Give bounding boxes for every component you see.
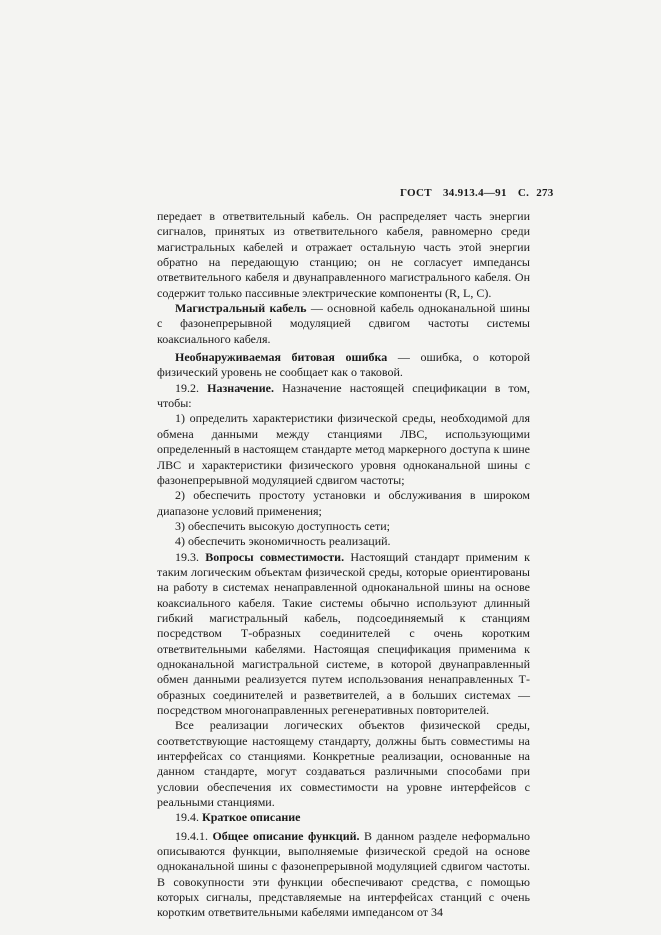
section-number: 19.3. xyxy=(175,549,199,564)
section-text: Назначение настоящей спецификации в том, чтобы: xyxy=(157,380,530,411)
section-text: В данном разделе неформально описываются функции, выполняемые физической средой на основе одноканальной шины с фазонепрерывной модуляцией сдвигом частоты. В совокупности эти функции обеспечивают средства, с помощью которых сигналы, представляемые на интерфейсах станций с очень коротким ответвительными кабелями импедансом от 34 xyxy=(157,828,530,920)
definition-trunk-cable xyxy=(157,301,530,347)
section-19-4 xyxy=(157,810,530,825)
definition-text: — ошибка, о которой физический уровень не сообщает как о таковой. xyxy=(157,350,531,380)
section-title: Краткое описание xyxy=(202,810,301,825)
list-item-4: 4) обеспечить экономичность реализаций. xyxy=(175,534,391,549)
section-number: 19.2. xyxy=(175,380,199,395)
page-label: С. xyxy=(517,187,530,199)
section-19-2 xyxy=(157,381,530,412)
body-text xyxy=(157,209,530,921)
standard-label: ГОСТ xyxy=(400,187,432,199)
page-number: 273 xyxy=(536,187,554,199)
section-number: 19.4. xyxy=(175,810,199,825)
section-title: Общее описание функций. xyxy=(212,828,360,843)
section-title: Вопросы совместимости. xyxy=(205,549,345,564)
paragraph-compatibility: Все реализации логических объектов физической среды, соответствующие настоящему стандарту, должны быть совместимы на интерфейсах со станциями. Конкретные реализации, основанные на данном стандарте, могут создаваться различными способами при условии обеспечения их совместимости на уровне интерфейсов с реальными станциями. xyxy=(157,718,530,810)
section-19-3 xyxy=(157,550,530,719)
section-title: Назначение. xyxy=(207,380,274,395)
definition-text: — основной кабель одноканальной шины с фазонепрерывной модуляцией сдвигом частоты системы коаксиального кабеля. xyxy=(157,301,530,346)
page-header xyxy=(400,187,562,199)
term-undetected-bit-error: Необнаруживаемая битовая ошибка xyxy=(175,350,388,365)
definition-undetected-bit-error xyxy=(157,350,530,381)
section-text: Настоящий стандарт применим к таким логическим объектам физической среды, которые ориентированы на работу в системах ненаправленной одноканальной шины на основе коаксиального кабеля. Такие системы обычно используют длинный гибкий магистральный кабель, подсоединяемый к станциям посредством Т-образных соединителей с очень коротким ответвительными кабелями. Настоящая спецификация применима к одноканальной магистральной системе, в которой двунаправленный обмен данными реализуется путем использования ненаправленных Т-образных соединителей и разветвителей, а в больших системах — посредством многонаправленных регенеративных повторителей. xyxy=(157,549,531,717)
list-item-3: 3) обеспечить высокую доступность сети; xyxy=(175,518,390,533)
list-item-2: 2) обеспечить простоту установки и обслуживания в широком диапазоне условий применения; xyxy=(157,488,530,518)
standard-number: 34.913.4—91 xyxy=(442,187,507,199)
section-number: 19.4.1. xyxy=(175,828,208,843)
paragraph-splitter-continued: передает в ответвительный кабель. Он распределяет часть энергии сигналов, принятых из ответвительного кабеля, равномерно среди магистральных кабелей и отражает остальную часть этой энергии обратно на передающую станцию; он не согласует импедансы ответвительного кабеля и двунаправленного магистрального кабеля. Он содержит только пассивные электрические компоненты (R, L, C). xyxy=(157,209,530,300)
section-19-4-1 xyxy=(157,829,530,921)
term-trunk-cable: Магистральный кабель xyxy=(175,301,307,316)
list-item-1: 1) определить характеристики физической среды, необходимой для обмена данными между станциями ЛВС, использующими определенный в настоящем стандарте метод маркерного доступа к шине ЛВС и характеристики физического уровня одноканальной шины с фазонепрерывной модуляцией сдвигом частоты; xyxy=(157,411,530,487)
